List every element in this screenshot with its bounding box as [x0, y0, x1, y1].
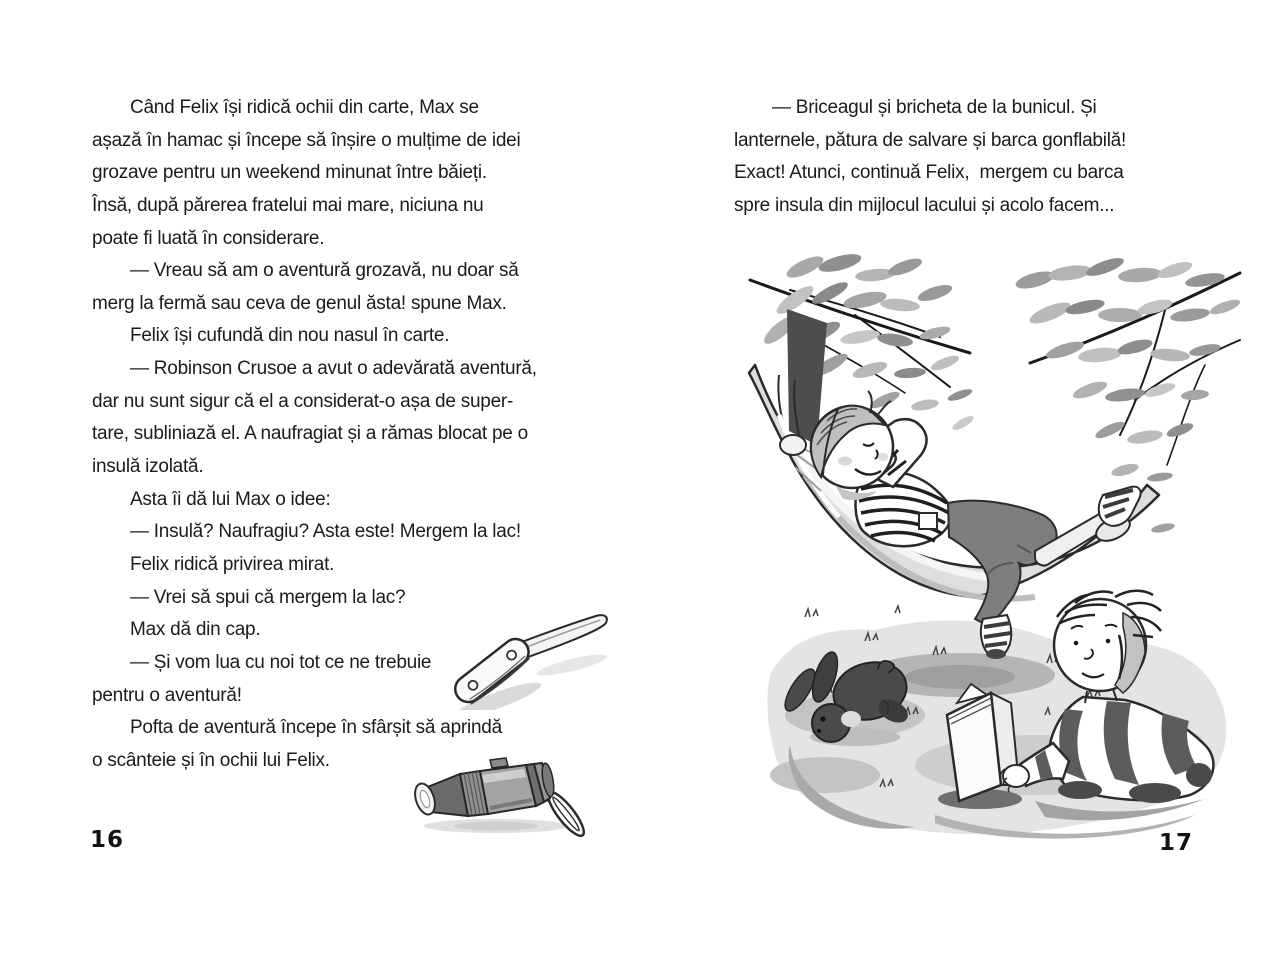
- text-line: insulă izolată.: [92, 456, 204, 478]
- striped-sock-right: [1099, 487, 1141, 526]
- text-line: lanternele, pătura de salvare și barca gonflabilă!: [734, 129, 1127, 151]
- tree-branch-left: [750, 251, 975, 433]
- page-number-16: 16: [90, 827, 125, 853]
- text-line: dar nu sunt sigur că el a considerat-o așa de super-: [92, 390, 514, 412]
- text-line: Exact! Atunci, continuă Felix, mergem cu barca: [734, 162, 1124, 184]
- eye: [1106, 639, 1111, 644]
- text-line: — Și vom lua cu noi tot ce ne trebuie: [130, 651, 432, 673]
- flashlight-illustration: [398, 752, 608, 847]
- hand: [1003, 765, 1029, 787]
- hammock-scene-illustration: [735, 245, 1245, 895]
- page-17-text: [734, 92, 1179, 223]
- eye: [1074, 641, 1079, 646]
- pocket-knife-illustration: [440, 605, 620, 710]
- text-line: pentru o aventură!: [92, 684, 242, 706]
- text-line: — Vreau să am o aventură grozavă, nu doar să: [130, 260, 519, 282]
- text-line: spre insula din mijlocul lacului și acolo facem...: [734, 194, 1115, 216]
- text-line: grozave pentru un weekend minunat între băieți.: [92, 162, 487, 184]
- text-line: Felix ridică privirea mirat.: [130, 553, 335, 575]
- text-line: Însă, după părerea fratelui mai mare, niciuna nu: [92, 194, 484, 216]
- text-line: tare, subliniază el. A naufragiat și a rămas blocat pe o: [92, 423, 528, 445]
- text-line: Felix își cufundă din nou nasul în carte.: [130, 325, 450, 347]
- text-line: așază în hamac și începe să înșire o mulțime de idei: [92, 129, 521, 151]
- text-line: Pofta de aventură începe în sfârșit să aprindă: [130, 717, 502, 739]
- text-line: poate fi luată în considerare.: [92, 227, 325, 249]
- text-line: o scânteie și în ochii lui Felix.: [92, 749, 330, 771]
- text-line: Max dă din cap.: [130, 619, 261, 641]
- text-line: — Insulă? Naufragiu? Asta este! Mergem la lac!: [130, 521, 521, 543]
- text-line: Când Felix își ridică ochii din carte, Max se: [130, 97, 479, 118]
- text-line: — Vrei să spui că mergem la lac?: [130, 586, 406, 608]
- text-line: merg la fermă sau ceva de genul ăsta! spune Max.: [92, 292, 507, 314]
- text-line: — Briceagul și bricheta de la bunicul. Și: [772, 97, 1097, 118]
- text-line: — Robinson Crusoe a avut o adevărată aventură,: [130, 358, 537, 380]
- page-number-17: 17: [1159, 830, 1194, 856]
- text-line: Asta îi dă lui Max o idee:: [130, 488, 331, 510]
